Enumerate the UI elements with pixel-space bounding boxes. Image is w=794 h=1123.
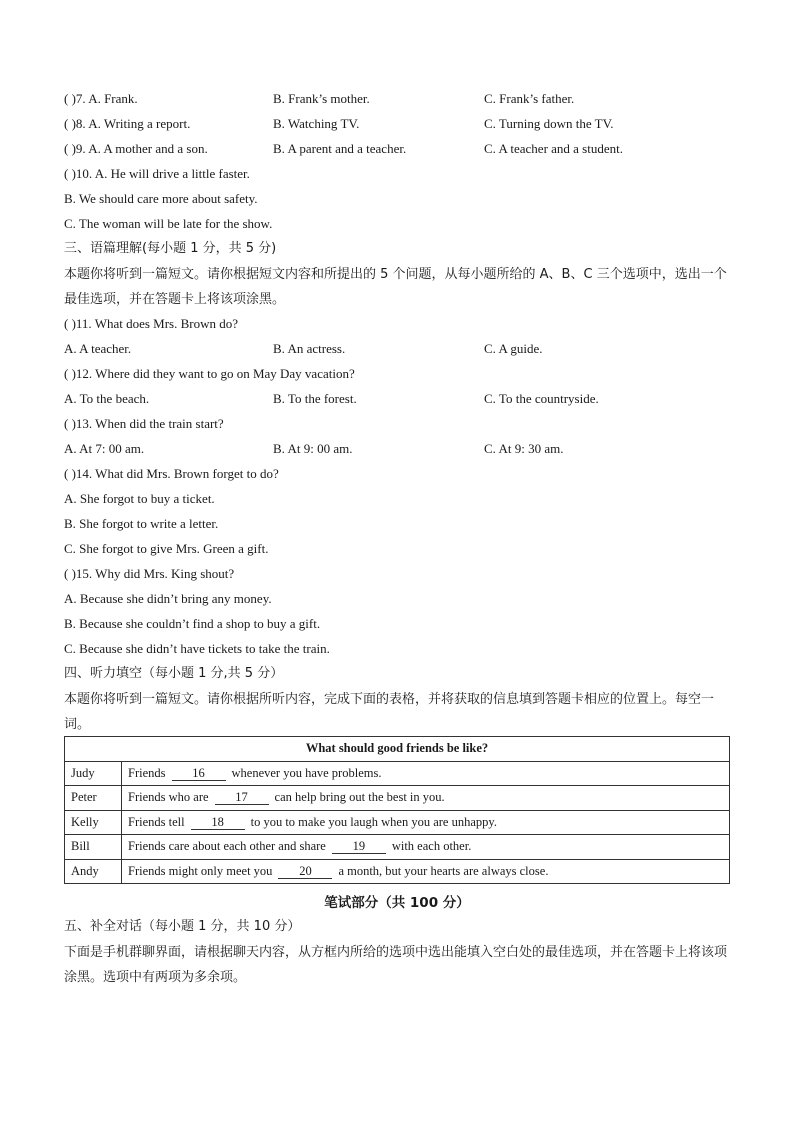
table-row	[65, 835, 730, 860]
question-15-option-a: A. Because she didn’t bring any money.	[64, 591, 272, 606]
row-name: Bill	[65, 835, 122, 860]
question-10-option-b: B. We should care more about safety.	[64, 191, 258, 206]
answer-blank-20[interactable]: 20	[278, 864, 332, 879]
row-text	[122, 859, 730, 884]
question-9-option-a: ( )9. A. A mother and a son.	[64, 141, 208, 156]
answer-blank-19[interactable]: 19	[332, 839, 386, 854]
question-11: ( )11. What does Mrs. Brown do?	[64, 316, 239, 331]
question-13-option-a: A. At 7: 00 am.	[64, 441, 145, 456]
row-text	[122, 835, 730, 860]
answer-blank-18[interactable]: 18	[191, 815, 245, 830]
table-header-row	[65, 737, 730, 762]
question-12-option-a: A. To the beach.	[64, 391, 150, 406]
row-name: Kelly	[65, 810, 122, 835]
question-14-option-b: B. She forgot to write a letter.	[64, 516, 219, 531]
question-11-option-a: A. A teacher.	[64, 341, 132, 356]
section-4-instructions: 本题你将听到一篇短文。请你根据所听内容，完成下面的表格，并将获取的信息填到答题卡相应的位置上。每空一词。	[64, 692, 715, 732]
question-11-option-c: C. A guide.	[484, 341, 543, 356]
question-10-option-c: C. The woman will be late for the show.	[64, 216, 273, 231]
question-8-option-b: B. Watching TV.	[273, 116, 360, 131]
answer-blank-17[interactable]: 17	[215, 790, 269, 805]
row-name: Peter	[65, 786, 122, 811]
row-text	[122, 761, 730, 786]
row-text	[122, 810, 730, 835]
question-11-option-b: B. An actress.	[273, 341, 346, 356]
question-7-option-a: ( )7. A. Frank.	[64, 91, 138, 106]
row-text-pre: Friends tell	[128, 814, 185, 829]
question-9	[64, 139, 734, 159]
question-7-option-b: B. Frank’s mother.	[273, 91, 370, 106]
question-7	[64, 89, 734, 109]
row-text-post: a month, but your hearts are always close.	[338, 863, 549, 878]
table-row	[65, 810, 730, 835]
row-text-post: can help bring out the best in you.	[274, 790, 445, 805]
question-13-option-b: B. At 9: 00 am.	[273, 441, 353, 456]
question-12: ( )12. Where did they want to go on May Day vacation?	[64, 366, 355, 381]
row-name: Judy	[65, 761, 122, 786]
question-13-options	[64, 439, 734, 459]
question-13: ( )13. When did the train start?	[64, 416, 224, 431]
question-12-option-c: C. To the countryside.	[484, 391, 599, 406]
row-text-post: to you to make you laugh when you are unhappy.	[250, 814, 497, 829]
row-text-pre: Friends	[128, 765, 166, 780]
section-5-heading: 五、补全对话（每小题 1 分，共 10 分）	[64, 919, 301, 934]
answer-blank-16[interactable]: 16	[172, 766, 226, 781]
section-3-instructions: 本题你将听到一篇短文。请你根据短文内容和所提出的 5 个问题，从每小题所给的 A、B、C 三个选项中，选出一个最佳选项，并在答题卡上将该项涂黑。	[64, 267, 727, 307]
row-text-pre: Friends care about each other and share	[128, 839, 326, 854]
question-7-option-c: C. Frank’s father.	[484, 91, 575, 106]
written-part-heading: 笔试部分（共 100 分）	[324, 895, 470, 911]
question-9-option-c: C. A teacher and a student.	[484, 141, 623, 156]
section-4-heading: 四、听力填空（每小题 1 分,共 5 分）	[64, 666, 284, 681]
question-8	[64, 114, 734, 134]
question-10-option-a: ( )10. A. He will drive a little faster.	[64, 166, 250, 181]
row-name: Andy	[65, 859, 122, 884]
row-text-post: whenever you have problems.	[231, 765, 382, 780]
question-14-option-a: A. She forgot to buy a ticket.	[64, 491, 215, 506]
question-8-option-a: ( )8. A. Writing a report.	[64, 116, 191, 131]
table-title: What should good friends be like?	[65, 737, 730, 762]
question-14-option-c: C. She forgot to give Mrs. Green a gift.	[64, 541, 269, 556]
question-15: ( )15. Why did Mrs. King shout?	[64, 566, 235, 581]
question-12-options	[64, 389, 734, 409]
question-12-option-b: B. To the forest.	[273, 391, 357, 406]
section-5-instructions: 下面是手机群聊界面，请根据聊天内容，从方框内所给的选项中选出能填入空白处的最佳选项，并在答题卡上将该项涂黑。选项中有两项为多余项。	[64, 945, 728, 985]
question-15-option-b: B. Because she couldn’t find a shop to buy a gift.	[64, 616, 321, 631]
row-text-pre: Friends who are	[128, 790, 209, 805]
question-11-options	[64, 339, 734, 359]
row-text	[122, 786, 730, 811]
question-15-option-c: C. Because she didn’t have tickets to take the train.	[64, 641, 330, 656]
question-9-option-b: B. A parent and a teacher.	[273, 141, 407, 156]
friends-table	[64, 736, 730, 884]
table-row	[65, 859, 730, 884]
question-8-option-c: C. Turning down the TV.	[484, 116, 614, 131]
question-14: ( )14. What did Mrs. Brown forget to do?	[64, 466, 279, 481]
question-13-option-c: C. At 9: 30 am.	[484, 441, 564, 456]
row-text-post: with each other.	[391, 839, 472, 854]
table-row	[65, 786, 730, 811]
table-row	[65, 761, 730, 786]
row-text-pre: Friends might only meet you	[128, 863, 273, 878]
section-3-heading: 三、语篇理解(每小题 1 分，共 5 分)	[64, 241, 277, 256]
